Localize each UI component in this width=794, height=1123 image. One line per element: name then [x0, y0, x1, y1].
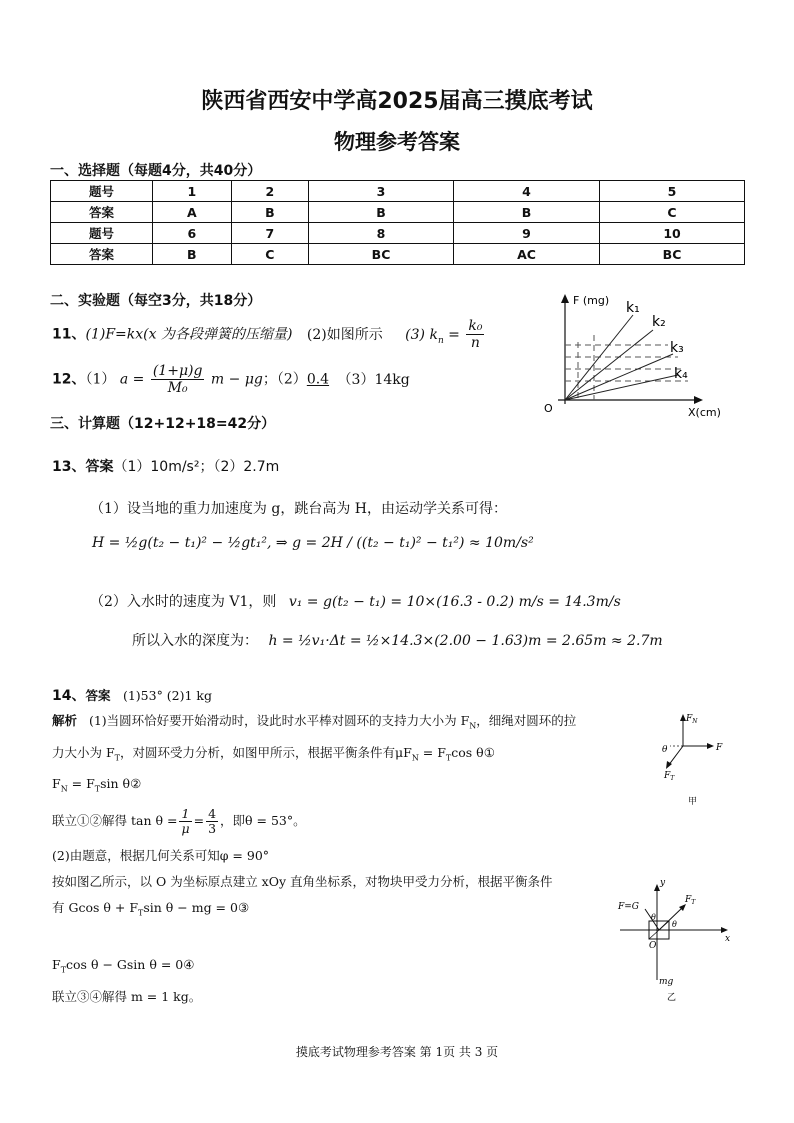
- table-cell: 6: [153, 223, 232, 244]
- table-cell: BC: [309, 244, 454, 265]
- q14-sol-line1: 解析 (1)当圆环恰好要开始滑动时，设此时水平棒对圆环的支持力大小为 $F_N$，细绳对圆环的拉: [52, 713, 577, 731]
- q11-part2: (2)如图所示: [306, 326, 383, 343]
- q14-sol-line6: 按如图乙所示，以 O 为坐标原点建立 xOy 直角坐标系，对物块甲受力分析，根据平衡条件: [52, 873, 553, 889]
- table-cell: 题号: [51, 181, 153, 202]
- k1-label: k₁: [626, 300, 640, 316]
- page-title: 陕西省西安中学高2025届高三摸底考试: [201, 89, 593, 114]
- q11-line: [52, 318, 486, 351]
- graph-ylabel: F (mg): [573, 294, 610, 307]
- q13-equation1: H = ½g(t₂ − t₁)² − ½gt₁², ⇒ g = 2H / ((t₂ − t₁)² − t₁²) ≈ 10m/s²: [92, 535, 534, 551]
- table-cell: B: [453, 202, 599, 223]
- table-row: [51, 223, 745, 244]
- table-row: [51, 181, 745, 202]
- q11-fraction: $\frac{\text{k₀}}{n}$: [468, 318, 483, 351]
- ft-label: $F_T$: [685, 895, 696, 906]
- page-footer: 摸底考试物理参考答案 第 1页 共 3 页: [295, 1045, 499, 1059]
- q14-solution: [52, 708, 652, 1010]
- table-cell: 8: [309, 223, 454, 244]
- q14-sol-line4: 联立①②解得 tan θ = $\frac{1}{\mu}$ = $\frac{4}{3}$ ，即θ = 53°。: [52, 805, 306, 836]
- table-cell: 答案: [51, 244, 153, 265]
- table-cell: B: [153, 244, 232, 265]
- section1-heading: 一、选择题（每题4分，共40分）: [50, 163, 262, 179]
- q12-number: 12、: [52, 371, 86, 388]
- q12-line: [52, 363, 410, 396]
- q14-sol-line9: 联立③④解得 m = 1 kg。: [52, 988, 202, 1004]
- table-cell: 4: [453, 181, 599, 202]
- table-row: [51, 202, 745, 223]
- k3-line: [565, 354, 673, 400]
- q13-answer-label: 答案: [85, 459, 114, 475]
- table-cell: A: [153, 202, 232, 223]
- page-subtitle: 物理参考答案: [334, 130, 460, 154]
- table-cell: 5: [600, 181, 745, 202]
- q13-equation3: h = ½v₁·Δt = ½×14.3×(2.00 − 1.63)m = 2.65m ≈ 2.7m: [268, 633, 663, 649]
- table-cell: 2: [231, 181, 308, 202]
- x-axis-arrow-icon: [721, 927, 728, 933]
- y-axis-arrow-icon: [561, 294, 569, 303]
- q14-sol-line7: 有 Gcos $\theta + F_T\sin$ θ − mg = 0③: [52, 899, 250, 917]
- q13-line3-text: 所以入水的深度为：: [132, 633, 258, 649]
- q14-answer-label: 答案: [85, 688, 111, 703]
- q13-equation2: v₁ = g(t₂ − t₁) = 10×(16.3 - 0.2) m/s = 14.3m/s: [288, 594, 621, 610]
- k2-label: k₂: [652, 314, 666, 330]
- table-cell: 7: [231, 223, 308, 244]
- x-axis-arrow-icon: [694, 396, 703, 404]
- figure-jia: [648, 708, 748, 808]
- q14-sol-line5: (2)由题意，根据几何关系可知φ = 90°: [52, 847, 270, 863]
- q14-sol-line2: 力大小为 $F_T$，对圆环受力分析，如图甲所示，根据平衡条件有$\mu F_N = F_T\cos$ θ①: [52, 744, 495, 762]
- theta-label: θ: [662, 745, 668, 755]
- table-cell: AC: [453, 244, 599, 265]
- table-cell: 3: [309, 181, 454, 202]
- q13-line2: [90, 591, 621, 611]
- graph-xlabel: X(cm): [688, 406, 721, 419]
- q13-line3: [132, 630, 663, 650]
- f-label: F: [716, 743, 723, 753]
- y-label: y: [660, 878, 666, 888]
- table-cell: BC: [600, 244, 745, 265]
- table-cell: 1: [153, 181, 232, 202]
- table-cell: 答案: [51, 202, 153, 223]
- k4-label: k₄: [674, 366, 688, 382]
- q14-answer-line: [52, 685, 212, 705]
- table-cell: B: [231, 202, 308, 223]
- q11-part1: (1)F=kx(x 为各段弹簧的压缩量): [85, 326, 293, 343]
- answer-table: [50, 180, 745, 265]
- q11-part3: (3) $k_n$ =: [405, 326, 460, 346]
- q13-number: 13、: [52, 459, 86, 475]
- ft-arrow: [659, 907, 683, 930]
- ft-label: $F_T$: [664, 771, 675, 782]
- fn-label: $F_N$: [686, 714, 698, 725]
- mg-label: mg: [659, 977, 674, 987]
- figure-yi-label: 乙: [667, 993, 677, 1003]
- k3-label: k₃: [670, 340, 684, 356]
- section2-heading: 二、实验题（每空3分，共18分）: [50, 293, 262, 309]
- q13-answer: （1）10m/s²；（2）2.7m: [113, 459, 280, 475]
- q13-line2-text: （2）入水时的速度为 V1，则: [90, 594, 277, 610]
- q13-line1: （1）设当地的重力加速度为 g，跳台高为 H，由运动学关系可得：: [90, 501, 507, 517]
- figure-jia-label: 甲: [688, 797, 698, 807]
- table-cell: C: [231, 244, 308, 265]
- q12-fraction: $\frac{(1+\mu)g}{\text{M₀}}$: [152, 363, 203, 396]
- table-cell: C: [600, 202, 745, 223]
- x-label: x: [725, 934, 731, 944]
- spring-graph: [538, 290, 733, 425]
- q13-answer-line: [52, 456, 279, 476]
- theta-label-1: θ: [651, 913, 656, 922]
- table-cell: 9: [453, 223, 599, 244]
- section3-heading: 三、计算题（12+12+18=42分）: [50, 416, 276, 432]
- q14-number: 14、: [52, 688, 86, 704]
- origin-label: O: [649, 941, 657, 951]
- q12-formula-tail: m − μg: [210, 371, 263, 388]
- table-row: [51, 244, 745, 265]
- table-cell: 题号: [51, 223, 153, 244]
- graph-origin: O: [544, 402, 553, 415]
- q14-sol-line3: $F_N = F_T\sin$ θ②: [52, 776, 142, 794]
- q12-part1: （1）: [85, 371, 116, 388]
- q14-sol-line8: $F_T\cos$ θ − Gsin θ = 0④: [52, 957, 195, 975]
- figure-yi: [615, 875, 740, 1005]
- table-cell: 10: [600, 223, 745, 244]
- q12-formula-a: a =: [119, 371, 145, 388]
- f-arrow-icon: [707, 743, 714, 749]
- table-cell: B: [309, 202, 454, 223]
- q11-number: 11、: [52, 326, 86, 343]
- q12-part2-value: 0.4: [306, 371, 330, 388]
- q14-answer: (1)53° (2)1 kg: [122, 688, 212, 703]
- q12-part3: （3）14kg: [337, 371, 410, 388]
- theta-label-2: θ: [672, 920, 677, 929]
- fg-label: F=G: [618, 902, 639, 912]
- q12-part2: ；（2）: [262, 371, 307, 388]
